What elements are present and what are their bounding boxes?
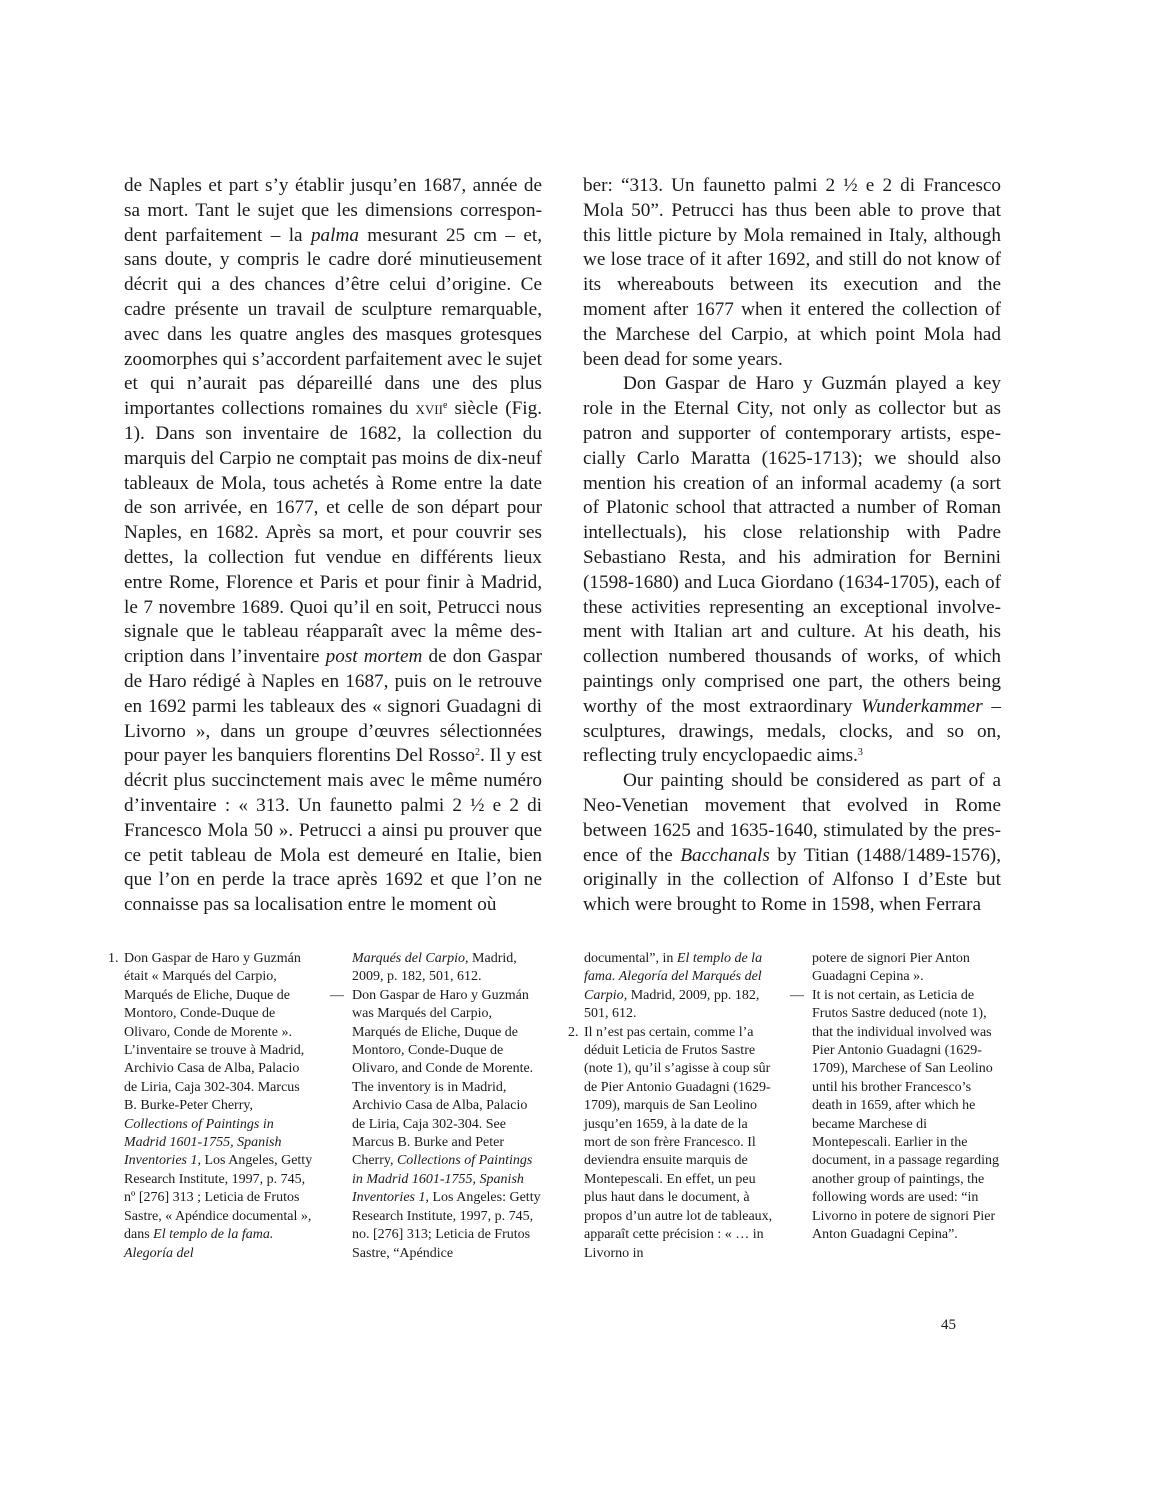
paragraph: de Naples et part s’y établir jusqu’en 1687, année de sa mort. Tant le sujet que les dimensions correspondent parfaitement – la palma mesurant 25 cm – et, sans doute, y compris le cadre doré minutieusement décrit qui a des chances d’être celui d’origine. Ce cadre présente un travail de sculpture remarquable, avec dans les quatre angles des masques grotesques zoomorphes qui s’accordent parfaitement avec le sujet et qui n’aurait pas dépareillé dans une des plus importantes collections romaines du xvii$^e$ siècle (Fig. 1). Dans son inventaire de 1682, la collection du marquis del Carpio ne comptait pas moins de dix-neuf tableaux de Mola, tous achetés à Rome entre la date de son arrivée, en 1677, et celle de son départ pour Naples, en 1682. Après sa mort, et pour couvrir ses dettes, la collection fut vendue en différents lieux entre Rome, Florence et Paris et pour finir à Madrid, le 7 novembre 1689. Quoi qu’il en soit, Petrucci nous signale que le tableau réapparaît avec la même description dans l’inventaire post mortem de don Gaspar de Haro rédigé à Naples en 1687, puis on le retrouve en 1692 parmi les tableaux des « signori Guadagni di Livorno », dans un groupe d’œuvres sélectionnées pour payer les banquiers florentins Del Rosso$^2$. Il y est décrit plus succinctement mais avec le même numéro d’inventaire : « 313. Un faunetto palmi 2 ½ e 2 di Francesco Mola 50 ». Petrucci a ainsi pu prouver que ce petit tableau de Mola est demeuré en Italie, bien que l’on en perde la trace après 1692 et que l’on ne connaisse pas sa localisation entre le moment où: [124, 175, 542, 916]
emphasis: palma: [310, 224, 359, 246]
footnotes-column-3: [568, 950, 774, 1263]
translation-marker: —: [790, 987, 804, 1003]
paragraph: Our painting should be considered as part of a Neo-Venetian movement that evolved in Rome between 1625 and 1635-1640, stimulated by the presence of the Bacchanals by Titian (1488/1489-1576), originally in the collection of Alfonso I d’Este but which were brought to Rome in 1598, when Ferrara: [583, 770, 1001, 916]
emphasis: Bacchanals: [680, 844, 770, 866]
footnote-2-en: — It is not certain, as Leticia de Frutos Sastre deduced (note 1), that the individual involved was Pier Antonio Guadagni (1629-1709), Marchese of San Leolino until his brother Francesco’s death in 1659, after which he became Marchese di Montepescali. Earlier in the document, in a passage regarding another group of paintings, the following words are used: “in Livorno in potere de signori Pier Anton Guadagni Cepina”.: [790, 987, 999, 1243]
footnote-ref[interactable]: 3: [857, 747, 863, 759]
translation-marker: —: [330, 987, 344, 1003]
footnote-2-fr: 2. Il n’est pas certain, comme l’a déduit Leticia de Frutos Sastre (note 1), qu’il s’agisse à coup sûr de Pier Antonio Guadagni (1629-1709), marquis de San Leolino jusqu’en 1659, à la date de la mort de son frère Francesco. Il deviendra ensuite marquis de Montepescali. En effet, un peu plus haut dans le document, à propos d’un autre lot de tableaux, apparaît cette précision : « … in Livorno in: [568, 1024, 773, 1261]
footnote-number: 1.: [108, 951, 119, 966]
footnote-ref[interactable]: 2: [475, 747, 480, 759]
footnote-1-fr: 1. Don Gaspar de Haro y Guzmán était « Marqués del Carpio, Marqués de Eliche, Duque de Montoro, Conde-Duque de Olivaro, Conde de Morente ». L’inventaire se trouve à Madrid, Archivio Casa de Alba, Palacio de Liria, Caja 302-304. Marcus B. Burke-Peter Cherry, Collections of Paintings in Madrid 1601-1755, Spanish Inventories 1, Los Angeles, Getty Research Institute, 1997, p. 745, nº [276] 313 ; Leticia de Frutos Sastre, « Apéndice documental », dans El templo de la fama. Alegoría del: [108, 951, 313, 1261]
footnote-1-en: — Don Gaspar de Haro y Guzmán was Marqués del Carpio, Marqués de Eliche, Duque de Montoro, Conde-Duque de Olivaro, and Conde de Morente. The inventory is in Madrid, Archivio Casa de Alba, Palacio de Liria, Caja 302-304. See Marcus B. Burke and Peter Cherry, Collections of Paintings in Madrid 1601-1755, Spanish Inventories 1, Los Angeles: Getty Research Institute, 1997, p. 745, no. [276] 313; Leticia de Frutos Sastre, “Apéndice: [330, 987, 541, 1261]
footnote-number: 2.: [568, 1024, 579, 1040]
footnote-1-fr-continued: Marqués del Carpio, Madrid, 2009, p. 182, 501, 612.: [352, 951, 517, 985]
paragraph: ber: “313. Un faunetto palmi 2 ½ e 2 di Francesco Mola 50”. Petrucci has thus been able to prove that this little picture by Mola remained in Italy, although we lose trace of it after 1692, and still do not know of its whereabouts between its execution and the moment after 1677 when it entered the collection of the Marchese del Carpio, at which point Mola had been dead for some years.: [583, 175, 1001, 370]
footnotes-column-4: [790, 950, 1002, 1245]
emphasis: post mortem: [325, 646, 423, 668]
body-column-french: [124, 174, 542, 918]
footnotes-column-1: [108, 950, 314, 1263]
body-column-english: [583, 174, 1001, 918]
footnotes-column-2: [330, 950, 542, 1263]
footnote-2-fr-continued: potere de signori Pier Anton Guadagni Cepina ».: [812, 951, 970, 985]
century-numeral: xvii: [415, 398, 443, 420]
page-number: 45: [941, 1317, 956, 1333]
paragraph: Don Gaspar de Haro y Guzmán played a key role in the Eternal City, not only as collector but as patron and supporter of contemporary artists, especially Carlo Maratta (1625-1713); we should also mention his creation of an informal academy (a sort of Platonic school that attracted a number of Roman intellectuals), his close relationship with Padre Sebastiano Resta, and his admiration for Bernini (1598-1680) and Luca Giordano (1634-1705), each of these activities representing an exceptional involvement with Italian art and culture. At his death, his collection numbered thousands of works, of which paintings only comprised one part, the others being worthy of the most extraordinary Wunderkammer – sculptures, drawings, medals, clocks, and so on, reflecting truly encyclopaedic aims.$^3$: [583, 373, 1002, 767]
footnote-1-en-continued: documental”, in El templo de la fama. Alegoría del Marqués del Carpio, Madrid, 2009, pp. 182, 501, 612.: [584, 951, 763, 1022]
emphasis: Wunderkammer: [861, 695, 983, 717]
